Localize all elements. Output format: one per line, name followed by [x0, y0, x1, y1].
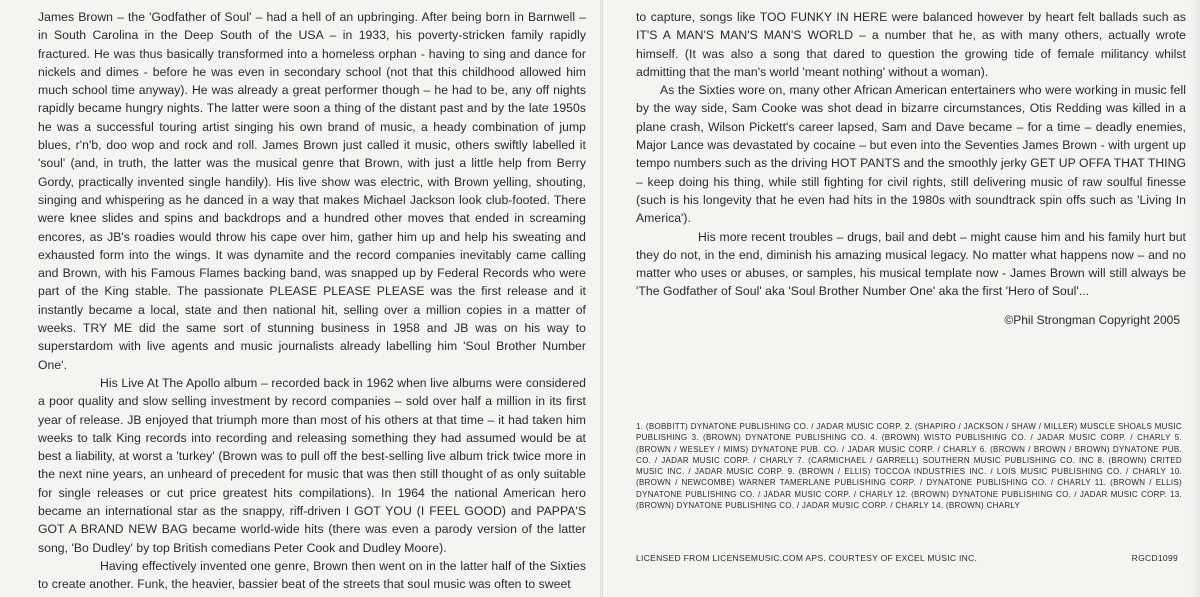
footer	[636, 553, 1178, 563]
body-paragraph-3: Having effectively invented one genre, Brown then went on in the latter half of the Sixties to create another. Funk, the heavier, bassier beat of the streets that soul music was often to sweet	[38, 558, 586, 592]
body-paragraph-6: His more recent troubles – drugs, bail and debt – might cause him and his family hurt but they do not, in the end, diminish his amazing musical legacy. No matter what happens now – and no matter who uses or abuses, or samples, his musical template now - James Brown will still always be 'The Godfather of Soul' aka 'Soul Brother Number One' aka the first 'Hero of Soul'...	[636, 229, 1186, 299]
body-paragraph-4: to capture, songs like TOO FUNKY IN HERE were balanced however by heart felt ballads such as IT'S A MAN'S MAN'S MAN'S WORLD – a number that he, as with many others, actually wrote himself. (It was also a song that dared to question the growing tide of female militancy whilst admitting that the man's world 'meant nothing' without a woman).	[636, 10, 1186, 79]
publishing-credits: 1. (BOBBITT) DYNATONE PUBLISHING CO. / JADAR MUSIC CORP. 2. (SHAPIRO / JACKSON / SHAW / MILLER) MUSCLE SHOALS MUSIC PUBLISHING 3. (BROWN) DYNATONE PUBLISHING CO. 4. (BROWN) WISTO PUBLISHING CO. / JADAR MUSIC CORP. / CHARLY 5. (BROWN / WESLEY / MIMS) DYNATONE PUB. CO. / JADAR MUSIC CORP. / CHARLY 6. (BROWN / BROWN / BROWN) DYNATONE PUB. CO. / JADAR MUSIC CORP. / CHARLY 7. (CARMICHAEL / GARRELL) SOUTHERN MUSIC PUBLISHING CO. INC 8. (BROWN) CRITED MUSIC INC. / JADAR MUSIC CORP. 9. (BROWN / ELLIS) TOCCOA INDUSTRIES INC. / LOIS MUSIC PUBLISHING CO. / CHARLY 10. (BROWN / NEWCOMBE) WARNER TAMERLANE PUBLISHING CORP. / DYNATONE PUBLISHING CO. / CHARLY 11. (BROWN / ELLIS) DYNATONE PUBLISHING CO. / JADAR MUSIC CORP. / CHARLY 12. (BROWN) DYNATONE PUBLISHING CO. / JADAR MUSIC CORP. 13. (BROWN) DYNATONE PUBLISHING CO. / JADAR MUSIC CORP. / CHARLY 14. (BROWN) CHARLY	[636, 422, 1182, 511]
body-paragraph-1: James Brown – the 'Godfather of Soul' – had a hell of an upbringing. After being born in Barnwell – in South Carolina in the Deep South of the USA – in 1933, his poverty-stricken family rapidly fractured. He was thus basically transformed into a homeless orphan - having to sing and dance for nickels and dimes - before he was even in secondary school (not that this childhood allowed him much school time anyway). He was already a great performer though – he had to be, any off nights rapidly became hungry nights. The latter were soon a thing of the distant past and by the late 1950s he was a successful touring artist singing his own brand of music, a heady combination of jump blues, r'n'b, doo wop and rock and roll. James Brown just called it music, others swiftly labelled it 'soul' (and, in truth, the latter was the musical genre that Brown, with just a little help from Berry Gordy, practically invented single handily). His live show was electric, with Brown yelling, shouting, singing and whispering as he danced in a way that makes Michael Jackson look club-footed. There were knee slides and spins and backdrops and a hundred other moves that ended in screaming encores, as JB's roadies would throw his cape over him, gather him up and help his sweating and exhausted form into the wings. It was dynamite and the record companies inevitably came calling and Brown, with his Famous Flames backing band, was snapped up by Federal Records who were part of the King stable. The passionate PLEASE PLEASE PLEASE was the first release and it instantly became a local, state and then national hit, selling over a million copies in a matter of weeks. TRY ME did the same sort of stunning business in 1958 and JB was on his way to superstardom with live agents and music journalists already labelling him 'Soul Brother Number One'.	[38, 10, 586, 372]
center-fold	[600, 0, 603, 597]
body-paragraph-5: As the Sixties wore on, many other African American entertainers who were working in music fell by the way side, Sam Cooke was shot dead in bizarre circumstances, Otis Redding was killed in a plane crash, Wilson Pickett's career lapsed, Sam and Dave became – for a time – deadly enemies, Major Lance was devastated by cocaine – but even into the Seventies James Brown - with urgent up tempo numbers such as the driving HOT PANTS and the smoothly jerky GET UP OFFA THAT THING – keep doing his thing, while still fighting for civil rights, still delivering music of raw soulful finesse (such is his longevity that he even had hits in the 1980s with soundtrack spin offs such as 'Living In America').	[636, 83, 1186, 226]
page-edge-shadow	[1190, 0, 1200, 597]
license-text: LICENSED FROM LICENSEMUSIC.COM APS. COURTESY OF EXCEL MUSIC INC.	[636, 553, 978, 563]
right-page	[600, 0, 1200, 597]
catalog-number: RGCD1099	[1131, 553, 1178, 563]
body-paragraph-2: His Live At The Apollo album – recorded back in 1962 when live albums were considered a poor quality and slow selling investment by record companies – sold over half a million in its first year of release. JB enjoyed that triumph more than most of his others at that time – it had taken him weeks to talk King records into recording and releasing something they had assumed would be at best a liability, at worst a 'turkey' (Brown was to pull off the best-selling live album trick twice more in the next nine years, an unheard of precedent for music that was then still thought of as only suitable for single releases or cut price greatest hits compilations). In 1964 the national American hero became an international star as the snappy, riff-driven I GOT YOU (I FEEL GOOD) and PAPPA'S GOT A BRAND NEW BAG became world-wide hits (there was even a parody version of the latter song, 'Bo Dudley' by top British comedians Peter Cook and Dudley Moore).	[38, 375, 586, 555]
copyright-line: ©Phil Strongman Copyright 2005	[1004, 312, 1180, 327]
